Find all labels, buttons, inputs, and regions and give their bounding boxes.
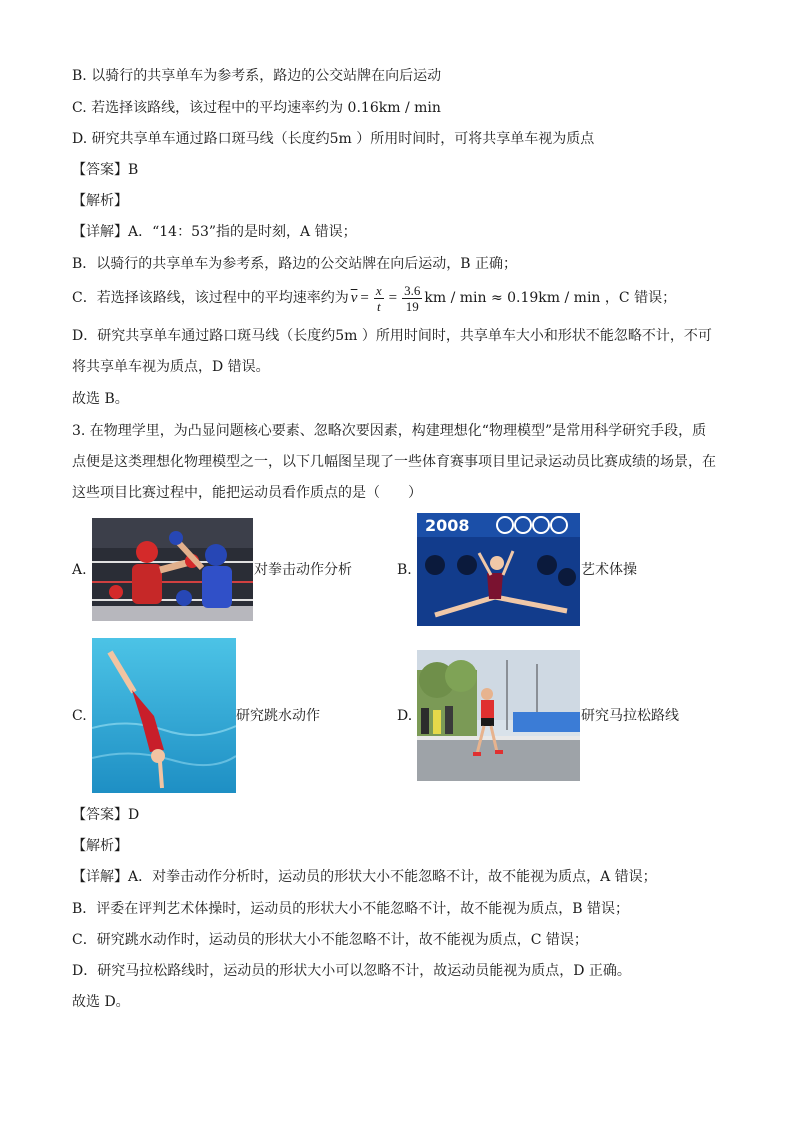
v-bar: $\overline{v}$	[350, 290, 358, 306]
choose-1: 故选 B。	[72, 391, 129, 407]
option-a-letter: A.	[72, 562, 87, 578]
equals-1: =	[360, 290, 369, 306]
fraction-x-over-t	[374, 283, 384, 314]
detail-d-1-line1: D．研究共享单车通过路口斑马线（长度约5m ）所用时间时，共享单车大小和形状不能忽略不计，不可	[72, 328, 712, 344]
analysis-label-2: 【解析】	[72, 838, 128, 854]
equals-2: =	[388, 290, 398, 306]
option-c-caption: 研究跳水动作	[236, 708, 320, 724]
option-a-caption: 对拳击动作分析	[254, 562, 352, 578]
option-b-text: B. 以骑行的共享单车为参考系，路边的公交站牌在向后运动	[72, 68, 442, 84]
diving-photo	[92, 638, 236, 793]
option-c-letter: C.	[72, 708, 87, 724]
detail-c-2: C．研究跳水动作时，运动员的形状大小不能忽略不计，故不能视为质点，C 错误；	[72, 932, 588, 948]
option-b-letter: B.	[397, 562, 412, 578]
denominator-t: t	[376, 298, 381, 314]
detail-b-1: B．以骑行的共享单车为参考系，路边的公交站牌在向后运动，B 正确；	[72, 256, 518, 272]
formula	[349, 283, 425, 314]
detail-c-pre: C．若选择该路线，该过程中的平均速率约为	[72, 290, 349, 306]
numerator-x: x	[375, 282, 382, 298]
option-b-caption: 艺术体操	[581, 562, 637, 578]
answer-label-2: 【答案】D	[72, 807, 140, 823]
detail-c-1	[72, 280, 676, 316]
q3-line3: 这些项目比赛过程中，能把运动员看作质点的是（ ）	[72, 485, 422, 501]
marathon-photo	[417, 650, 580, 781]
option-d-letter: D.	[397, 708, 413, 724]
fraction-value	[402, 283, 422, 314]
option-c-text: C. 若选择该路线，该过程中的平均速率约为 0.16km / min	[72, 100, 441, 116]
gymnastics-photo	[417, 513, 580, 626]
q3-line1: 3. 在物理学里，为凸显问题核心要素、忽略次要因素，构建理想化“物理模型”是常用科学研究手段，质	[72, 423, 707, 439]
detail-c-post: km / min ≈ 0.19km / min ，C 错误；	[424, 290, 677, 306]
detail-b-2: B．评委在评判艺术体操时，运动员的形状大小不能忽略不计，故不能视为质点，B 错误；	[72, 901, 630, 917]
detail-a-2: 【详解】A．对拳击动作分析时，运动员的形状大小不能忽略不计，故不能视为质点，A 错误；	[72, 869, 657, 885]
option-d-text: D. 研究共享单车通过路口斑马线（长度约5m ）所用时间时，可将共享单车视为质点	[72, 131, 595, 147]
q3-line2: 点便是这类理想化物理模型之一，以下几幅图呈现了一些体育赛事项目里记录运动员比赛成绩的场景，在	[72, 454, 716, 470]
banner-year: 2008	[425, 516, 470, 535]
option-d-caption: 研究马拉松路线	[581, 708, 679, 724]
detail-d-1-line2: 将共享单车视为质点，D 错误。	[72, 359, 270, 375]
numerator-value: 3.6	[404, 282, 421, 298]
detail-a-1: 【详解】A．“14：53”指的是时刻，A 错误；	[72, 224, 357, 240]
boxing-photo	[92, 518, 253, 621]
answer-label-1: 【答案】B	[72, 162, 139, 178]
denominator-value: 19	[405, 298, 419, 314]
analysis-label-1: 【解析】	[72, 193, 128, 209]
detail-d-2: D．研究马拉松路线时，运动员的形状大小可以忽略不计，故运动员能视为质点，D 正确。	[72, 963, 631, 979]
choose-2: 故选 D。	[72, 994, 130, 1010]
